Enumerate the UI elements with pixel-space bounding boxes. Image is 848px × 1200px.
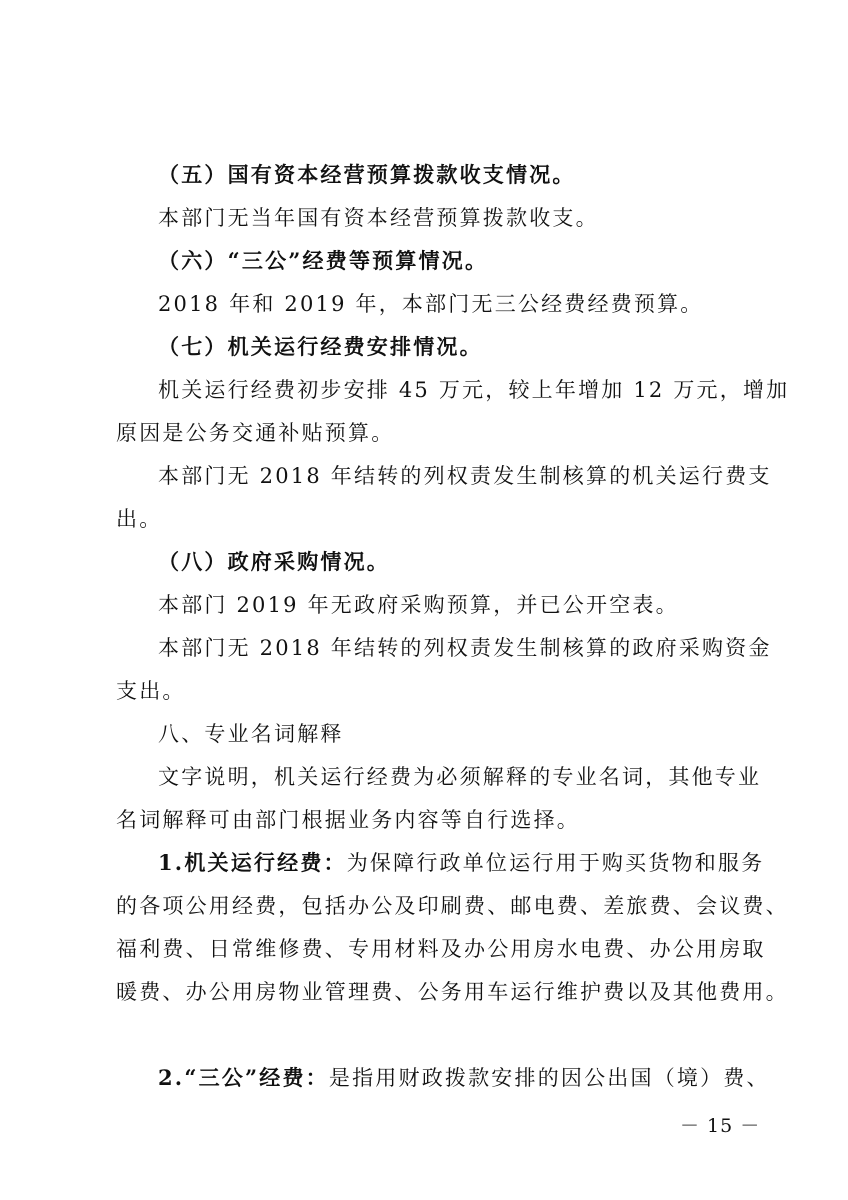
term-2-definition-start: 是指用财政拨款安排的因公出国（境）费、 bbox=[328, 1066, 770, 1090]
section-5-heading: （五）国有资本经营预算拨款收支情况。 bbox=[158, 162, 576, 187]
term-1-line-4: 暖费、办公用房物业管理费、公务用车运行维护费以及其他费用。 bbox=[116, 980, 789, 1004]
page-number: － 15 － bbox=[680, 1115, 761, 1137]
section-8-para-2-line-1: 本部门无 2018 年结转的列权责发生制核算的政府采购资金 bbox=[158, 636, 772, 660]
section-7-para-2-line-1: 本部门无 2018 年结转的列权责发生制核算的机关运行费支 bbox=[158, 464, 772, 488]
section-8-heading: （八）政府采购情况。 bbox=[158, 549, 390, 574]
section-6-body: 2018 年和 2019 年，本部门无三公经费经费预算。 bbox=[158, 292, 704, 316]
term-1-line-2: 的各项公用经费，包括办公及印刷费、邮电费、差旅费、会议费、 bbox=[116, 894, 789, 918]
term-1-definition-start: 为保障行政单位运行用于购买货物和服务 bbox=[346, 851, 765, 875]
term-2-line-1 bbox=[158, 1063, 770, 1093]
section-7-para-2-line-2: 出。 bbox=[116, 507, 163, 531]
section-7-para-1-line-1: 机关运行经费初步安排 45 万元，较上年增加 12 万元，增加 bbox=[158, 378, 790, 402]
section-7-heading: （七）机关运行经费安排情况。 bbox=[158, 334, 483, 359]
section-8-para-1: 本部门 2019 年无政府采购预算，并已公开空表。 bbox=[158, 593, 679, 617]
term-2-label: 2.“三公”经费： bbox=[158, 1065, 329, 1090]
part-8-heading: 八、专业名词解释 bbox=[158, 722, 344, 746]
part-8-intro-line-1: 文字说明，机关运行经费为必须解释的专业名词，其他专业 bbox=[158, 765, 762, 789]
term-1-label: 1.机关运行经费： bbox=[158, 850, 347, 875]
section-5-body: 本部门无当年国有资本经营预算拨款收支。 bbox=[158, 206, 599, 230]
part-8-intro-line-2: 名词解释可由部门根据业务内容等自行选择。 bbox=[116, 808, 580, 832]
section-8-para-2-line-2: 支出。 bbox=[116, 679, 186, 703]
section-6-heading: （六）“三公”经费等预算情况。 bbox=[158, 248, 489, 273]
term-1-line-3: 福利费、日常维修费、专用材料及办公用房水电费、办公用房取 bbox=[116, 937, 766, 961]
term-1-line-1 bbox=[158, 848, 765, 878]
section-7-para-1-line-2: 原因是公务交通补贴预算。 bbox=[116, 421, 395, 445]
